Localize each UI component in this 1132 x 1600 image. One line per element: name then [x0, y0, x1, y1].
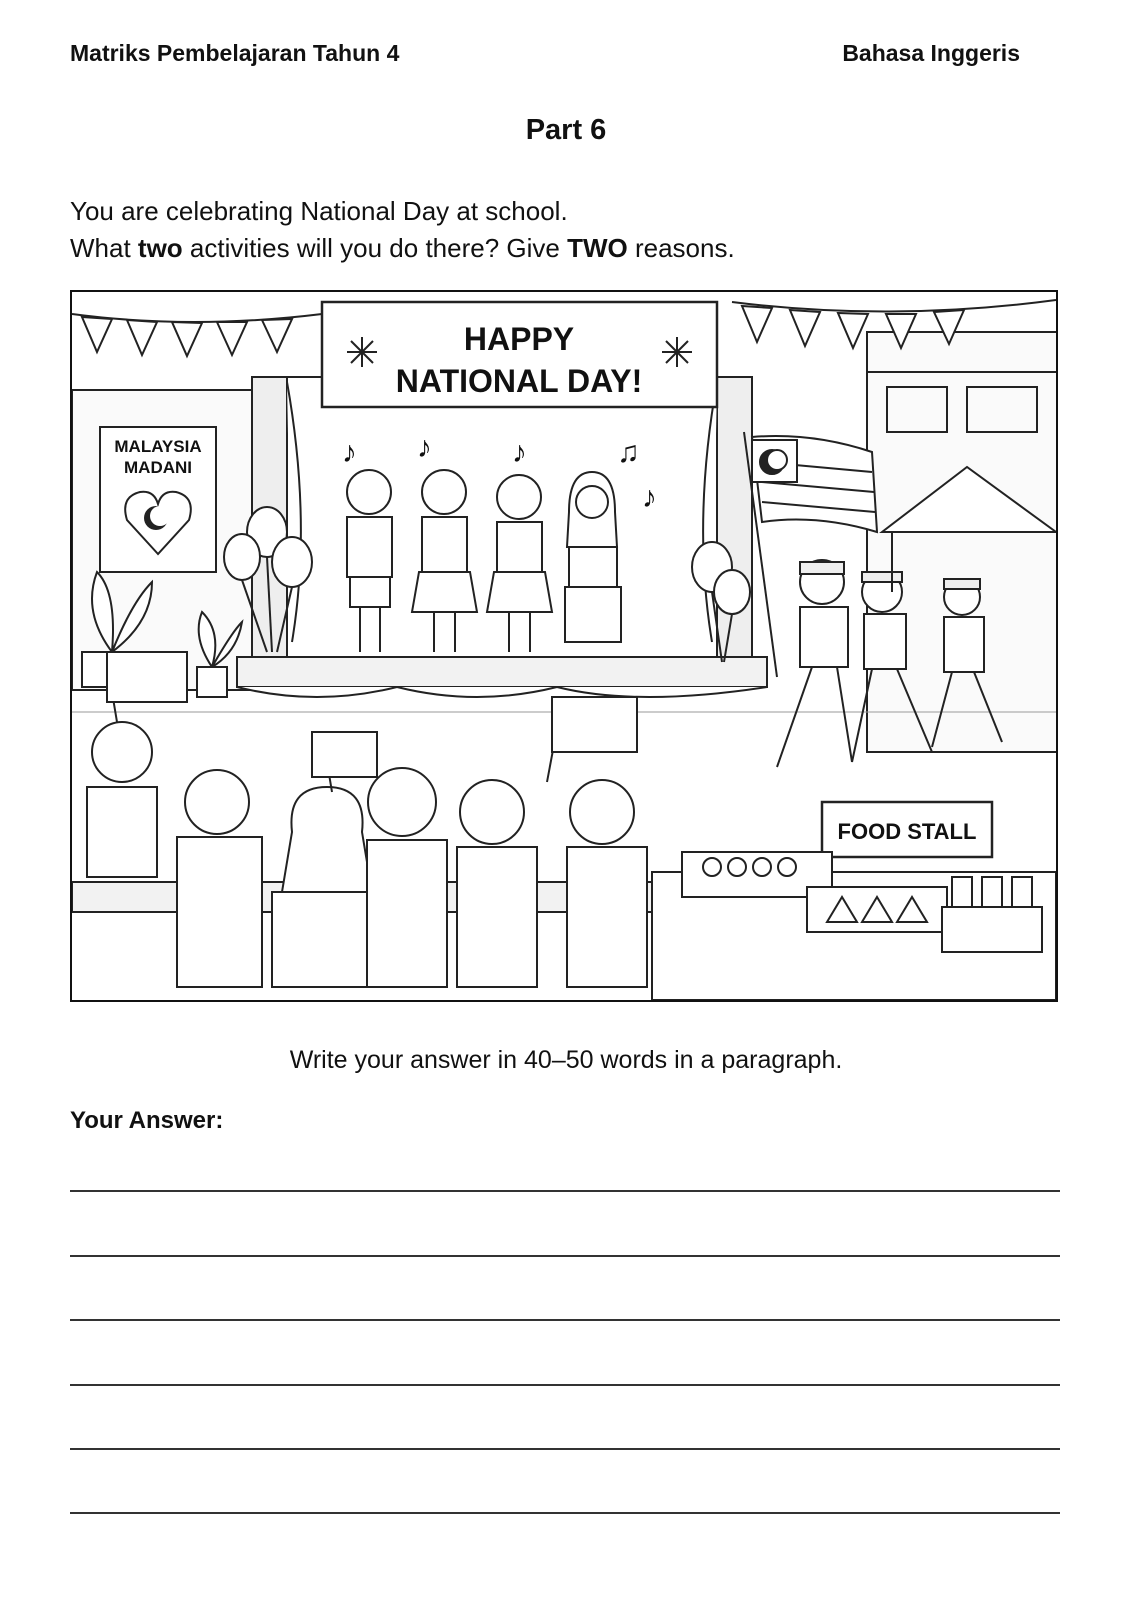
- svg-text:♪: ♪: [417, 431, 432, 464]
- instruction-text: reasons.: [627, 233, 735, 263]
- food-stall-sign: FOOD STALL: [837, 819, 977, 844]
- svg-text:♪: ♪: [642, 481, 657, 514]
- banner-icon: [322, 302, 717, 407]
- banner-line-2: NATIONAL DAY!: [395, 363, 643, 399]
- svg-text:♪: ♪: [342, 436, 357, 469]
- word-count-instruction: Write your answer in 40–50 words in a paragraph.: [289, 1046, 843, 1074]
- food-stall-icon: [652, 802, 1056, 1000]
- svg-text:♪: ♪: [512, 436, 527, 469]
- part-title: Part 6: [525, 114, 607, 146]
- instruction-line-1: You are celebrating National Day at school.: [70, 196, 568, 226]
- header-language: Bahasa Inggeris: [842, 40, 1020, 66]
- emphasis-two-caps: TWO: [567, 233, 628, 263]
- emphasis-two: two: [137, 233, 183, 263]
- poster-line-2: MADANI: [124, 458, 192, 477]
- malaysia-madani-poster-icon: [100, 427, 216, 572]
- national-day-illustration: [70, 290, 1058, 1002]
- answer-line-3[interactable]: [70, 1319, 1060, 1321]
- answer-line-6[interactable]: [70, 1512, 1060, 1514]
- instruction-text: activities will you do there? Give: [182, 233, 568, 263]
- poster-line-1: MALAYSIA: [114, 437, 202, 456]
- answer-line-4[interactable]: [70, 1384, 1060, 1386]
- banner-line-1: HAPPY: [463, 321, 575, 357]
- instruction-text: What: [70, 233, 138, 263]
- answer-line-5[interactable]: [70, 1448, 1060, 1450]
- instruction-line-2: [70, 233, 735, 264]
- bunting-left-icon: [72, 314, 322, 356]
- header-subject-matrix: Matriks Pembelajaran Tahun 4: [70, 40, 400, 66]
- svg-text:♫: ♫: [617, 436, 640, 469]
- answer-line-2[interactable]: [70, 1255, 1060, 1257]
- answer-line-1[interactable]: [70, 1190, 1060, 1192]
- answer-label: Your Answer:: [70, 1107, 224, 1134]
